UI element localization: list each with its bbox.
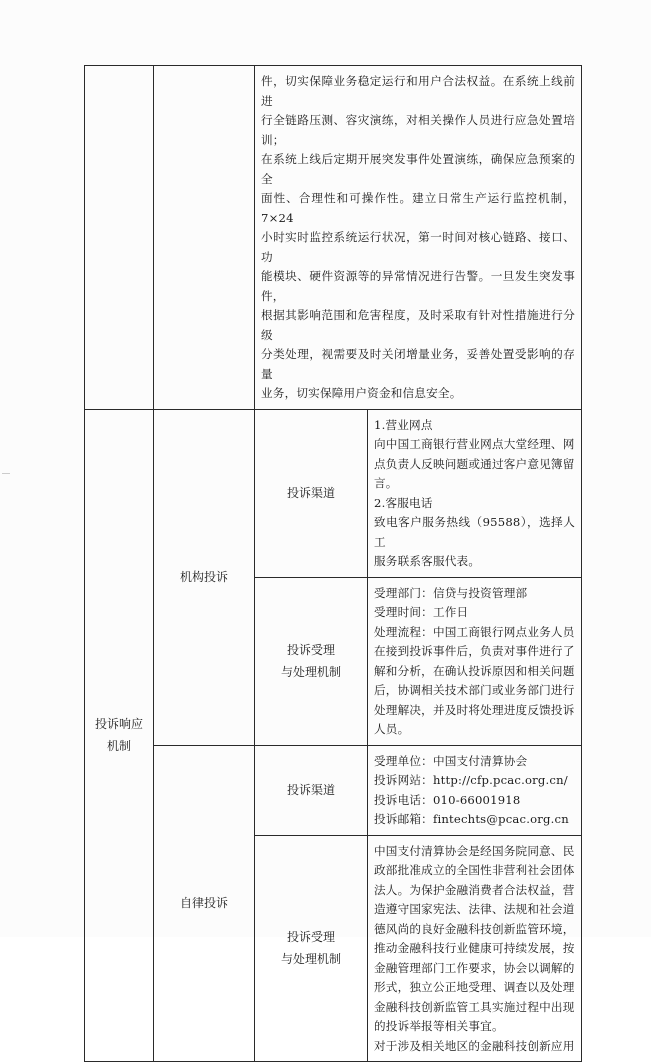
text-line: 法人。为保护金融消费者合法权益，营 bbox=[374, 882, 575, 897]
text-line: 金融科技创新监管工具实施过程中出现 bbox=[374, 999, 575, 1014]
text-line: 根据其影响范围和危害程度，及时采取有针对性措施进行分级 bbox=[261, 308, 576, 342]
text-line: 投诉邮箱：fintechts@pcac.org.cn bbox=[374, 812, 569, 826]
text-line: 政部批准成立的全国性非营利社会团体 bbox=[374, 863, 575, 877]
text-line: 中国支付清算协会是经国务院同意、民 bbox=[374, 843, 575, 858]
complaint-handling-label: 投诉受理 与处理机制 bbox=[255, 835, 368, 1062]
empty-subcategory-cell bbox=[154, 66, 255, 410]
text-line: 处理流程：中国工商银行网点业务人员 bbox=[374, 624, 575, 639]
complaint-handling-content bbox=[368, 577, 582, 745]
complaint-handling-content bbox=[368, 835, 582, 1062]
text-line: 的投诉举报等相关事宜。 bbox=[374, 1019, 504, 1033]
text-line: 小时实时监控系统运行状况，第一时间对核心链路、接口、功 bbox=[261, 230, 576, 264]
text-line: 分类处理，视需要及时关闭增量业务，妥善处置受影响的存量 bbox=[261, 347, 576, 381]
table-row bbox=[85, 409, 582, 577]
text-line: 后，协调相关技术部门或业务部门进行 bbox=[374, 683, 575, 697]
text-line: 处理解决，并及时将处理进度反馈投诉 bbox=[374, 702, 575, 717]
text-line: 向中国工商银行营业网点大堂经理、网 bbox=[374, 437, 575, 451]
text-line: 件，切实保障业务稳定运行和用户合法权益。在系统上线前进 bbox=[261, 74, 576, 108]
text-line: 点负责人反映问题或通过客户意见簿留 bbox=[374, 456, 575, 471]
text-line: 推动金融科技行业健康可持续发展，按 bbox=[374, 941, 575, 955]
text-line: 能模块、硬件资源等的异常情况进行告警。一旦发生突发事件， bbox=[261, 269, 576, 303]
text-line: 人员。 bbox=[374, 722, 410, 736]
complaint-channel-content bbox=[368, 745, 582, 835]
text-line: 受理单位：中国支付清算协会 bbox=[374, 753, 528, 768]
text-line: 形式，独立公正地受理、调查以及处理 bbox=[374, 980, 575, 994]
text-line: 言。 bbox=[374, 476, 398, 490]
complaint-channel-label: 投诉渠道 bbox=[255, 409, 368, 577]
text-line: 金融管理部门工作要求，协会以调解的 bbox=[374, 960, 575, 975]
text-line: 1.营业网点 bbox=[374, 417, 433, 432]
text-line: 服务联系客服代表。 bbox=[374, 554, 481, 568]
table-row bbox=[85, 66, 582, 410]
text-line: 受理部门：信贷与投资管理部 bbox=[374, 585, 528, 600]
emergency-paragraph bbox=[255, 66, 581, 409]
text-line: 投诉网站：http://cfp.pcac.org.cn/ bbox=[374, 773, 568, 787]
text-line: 在接到投诉事件后，负责对事件进行了 bbox=[374, 644, 575, 658]
complaint-handling-label: 投诉受理 与处理机制 bbox=[255, 577, 368, 745]
text-line: 德风尚的良好金融科技创新监管环境， bbox=[374, 921, 575, 936]
complaint-channel-label: 投诉渠道 bbox=[255, 745, 368, 835]
scan-artifact bbox=[2, 473, 10, 474]
empty-category-cell bbox=[85, 66, 154, 410]
text-line: 受理时间：工作日 bbox=[374, 605, 469, 619]
complaint-response-mechanism-label: 投诉响应 机制 bbox=[85, 409, 154, 1062]
text-line: 面性、合理性和可操作性。建立日常生产运行监控机制，7×24 bbox=[261, 191, 576, 225]
emergency-text-cell bbox=[255, 66, 582, 410]
text-line: 业务，切实保障用户资金和信息安全。 bbox=[261, 386, 462, 400]
self-regulatory-complaint-label: 自律投诉 bbox=[154, 745, 255, 1062]
table-row bbox=[85, 745, 582, 835]
text-line: 解和分析，在确认投诉原因和相关问题 bbox=[374, 663, 575, 678]
mechanism-table bbox=[84, 65, 582, 1062]
text-line: 致电客户服务热线（95588），选择人工 bbox=[374, 515, 576, 549]
text-line: 在系统上线后定期开展突发事件处置演练，确保应急预案的全 bbox=[261, 152, 576, 186]
complaint-channel-content bbox=[368, 409, 582, 577]
text-line: 2.客服电话 bbox=[374, 495, 433, 510]
text-line: 对于涉及相关地区的金融科技创新应用 bbox=[374, 1038, 575, 1053]
text-line: 行全链路压测、容灾演练，对相关操作人员进行应急处置培训； bbox=[261, 113, 576, 147]
institution-complaint-label: 机构投诉 bbox=[154, 409, 255, 745]
text-line: 投诉电话：010-66001918 bbox=[374, 792, 521, 807]
text-line: 造遵守国家宪法、法律、法规和社会道 bbox=[374, 902, 575, 916]
